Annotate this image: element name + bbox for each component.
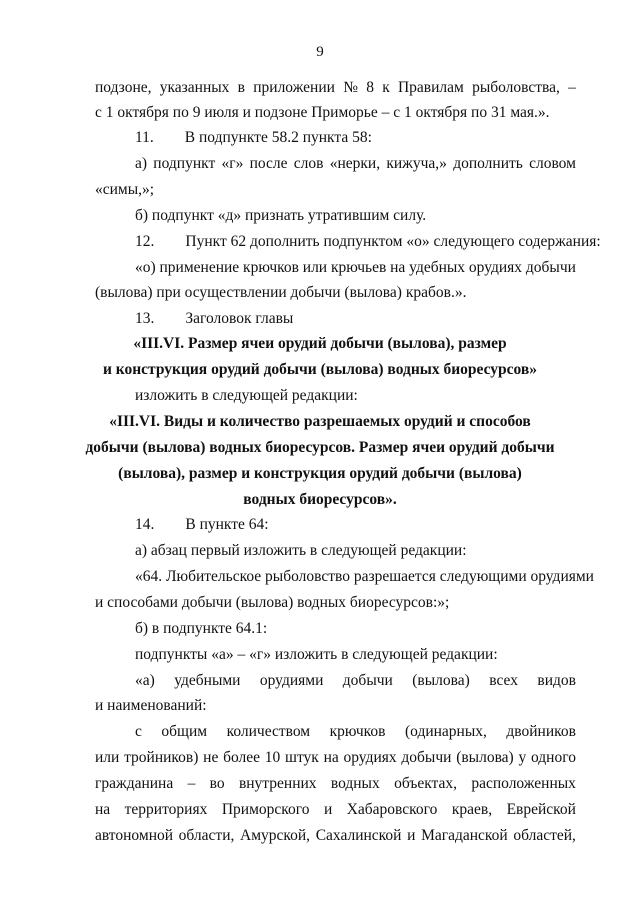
word: на xyxy=(390,259,406,276)
text-line: и наименований: xyxy=(95,697,207,714)
word: а) xyxy=(135,155,148,172)
word: – xyxy=(187,775,196,792)
chapter-heading-new: водных биоресурсов». xyxy=(243,491,397,508)
text-line: с 1 октября по 9 июля и подзоне Приморье – с 1 октября по 31 мая.». xyxy=(95,104,550,121)
word: рыболовства, xyxy=(472,79,560,96)
text-line: изложить в следующей редакции: xyxy=(135,387,358,404)
word: одного xyxy=(530,749,576,766)
text-line xyxy=(135,672,576,690)
word: количеством xyxy=(226,723,311,740)
word: добычи xyxy=(525,259,576,276)
word: видов xyxy=(537,672,576,689)
word: на xyxy=(95,801,111,818)
word: всех xyxy=(489,672,518,689)
word: удебных xyxy=(409,259,466,276)
word: Хабаровского xyxy=(346,801,438,818)
word: крючьев xyxy=(330,259,387,276)
word: к xyxy=(382,79,390,96)
text-line xyxy=(95,749,576,767)
text-line: (вылова) при осуществлении добычи (вылова) крабов.». xyxy=(95,284,467,301)
word: Еврейской xyxy=(506,801,576,818)
word: 10 xyxy=(264,749,281,766)
word: области, xyxy=(178,827,235,844)
word: Магаданской xyxy=(421,827,508,844)
word: областей, xyxy=(513,827,576,844)
word: Амурской, xyxy=(240,827,311,844)
word: после xyxy=(249,155,288,172)
word: внутренних xyxy=(238,775,317,792)
word: и xyxy=(323,801,333,818)
word: Приморского xyxy=(221,801,310,818)
word: кижуча,» xyxy=(386,155,447,172)
word: приложении xyxy=(253,79,335,96)
word: с xyxy=(135,723,142,740)
list-item-11: 11. В подпункте 58.2 пункта 58: xyxy=(135,129,372,146)
word: или xyxy=(302,259,328,276)
word: в xyxy=(237,79,245,96)
list-item-14: 14. В пункте 64: xyxy=(135,516,269,533)
word: «нерки, xyxy=(329,155,381,172)
word: крючков xyxy=(243,259,299,276)
text-line xyxy=(95,775,576,793)
chapter-heading-old: и конструкция орудий добычи (вылова) водных биоресурсов» xyxy=(102,361,538,378)
word: не xyxy=(203,749,219,766)
text-line xyxy=(135,723,576,741)
text-line xyxy=(95,79,576,97)
word: указанных xyxy=(159,79,230,96)
text-line xyxy=(95,827,576,845)
word: штук xyxy=(285,749,319,766)
word: «о) xyxy=(135,259,156,276)
text-line: б) в подпункте 64.1: xyxy=(135,620,268,637)
text-line xyxy=(135,259,576,277)
word: удебными xyxy=(174,672,241,689)
chapter-heading-new: (вылова), размер и конструкция орудий добычи (вылова) xyxy=(118,465,522,482)
text-line: подпункты «а» – «г» изложить в следующей редакции: xyxy=(135,646,498,663)
list-item-12: 12. Пункт 62 дополнить подпунктом «о» следующего содержания: xyxy=(135,233,601,250)
chapter-heading-new: добычи (вылова) водных биоресурсов. Размер ячеи орудий добычи xyxy=(85,439,555,456)
word: добычи xyxy=(342,672,393,689)
word: подпункт xyxy=(153,155,216,172)
word: (одинарных, xyxy=(404,723,487,740)
word: тройников) xyxy=(124,749,199,766)
word: и xyxy=(407,827,416,844)
word: территориях xyxy=(124,801,208,818)
text-line: а) абзац первый изложить в следующей редакции: xyxy=(135,542,467,559)
word: автономной xyxy=(95,827,174,844)
word: (вылова) xyxy=(412,672,470,689)
word: орудиях xyxy=(468,259,523,276)
page-number: 9 xyxy=(316,44,324,60)
word: слов xyxy=(293,155,324,172)
word: двойников xyxy=(506,723,576,740)
word: словом xyxy=(529,155,576,172)
word: более xyxy=(223,749,261,766)
word: Сахалинской xyxy=(315,827,402,844)
word: или xyxy=(95,749,120,766)
word: общим xyxy=(161,723,208,740)
text-line: б) подпункт «д» признать утратившим силу. xyxy=(135,207,427,224)
word: 8 xyxy=(366,79,374,96)
word: гражданина xyxy=(95,775,174,792)
text-line xyxy=(135,155,576,173)
word: добычи xyxy=(401,749,452,766)
word: применение xyxy=(159,259,240,276)
word: дополнить xyxy=(453,155,523,172)
text-line: «симы,»; xyxy=(95,181,155,198)
text-line xyxy=(95,801,576,819)
text-line: и способами добычи (вылова) водных биоресурсов:»; xyxy=(95,594,450,611)
word: орудиях xyxy=(343,749,397,766)
word: объектах, xyxy=(394,775,458,792)
word: «а) xyxy=(135,672,155,689)
chapter-heading-new: «III.VI. Виды и количество разрешаемых орудий и способов xyxy=(109,413,531,430)
word: у xyxy=(518,749,527,766)
list-item-13: 13. Заголовок главы xyxy=(135,310,294,327)
word: подзоне, xyxy=(95,79,152,96)
word: «г» xyxy=(221,155,244,172)
word: на xyxy=(323,749,339,766)
word: орудиями xyxy=(259,672,324,689)
text-line: «64. Любительское рыболовство разрешается следующими орудиями xyxy=(135,568,594,585)
word: Правилам xyxy=(397,79,464,96)
word: (вылова) xyxy=(456,749,514,766)
word: водных xyxy=(330,775,380,792)
word: крючков xyxy=(329,723,386,740)
word: во xyxy=(209,775,225,792)
chapter-heading-old: «III.VI. Размер ячеи орудий добычи (вылова), размер xyxy=(133,335,507,352)
word: – xyxy=(568,79,576,96)
word: краев, xyxy=(451,801,493,818)
word: № xyxy=(343,79,358,96)
word: расположенных xyxy=(471,775,576,792)
